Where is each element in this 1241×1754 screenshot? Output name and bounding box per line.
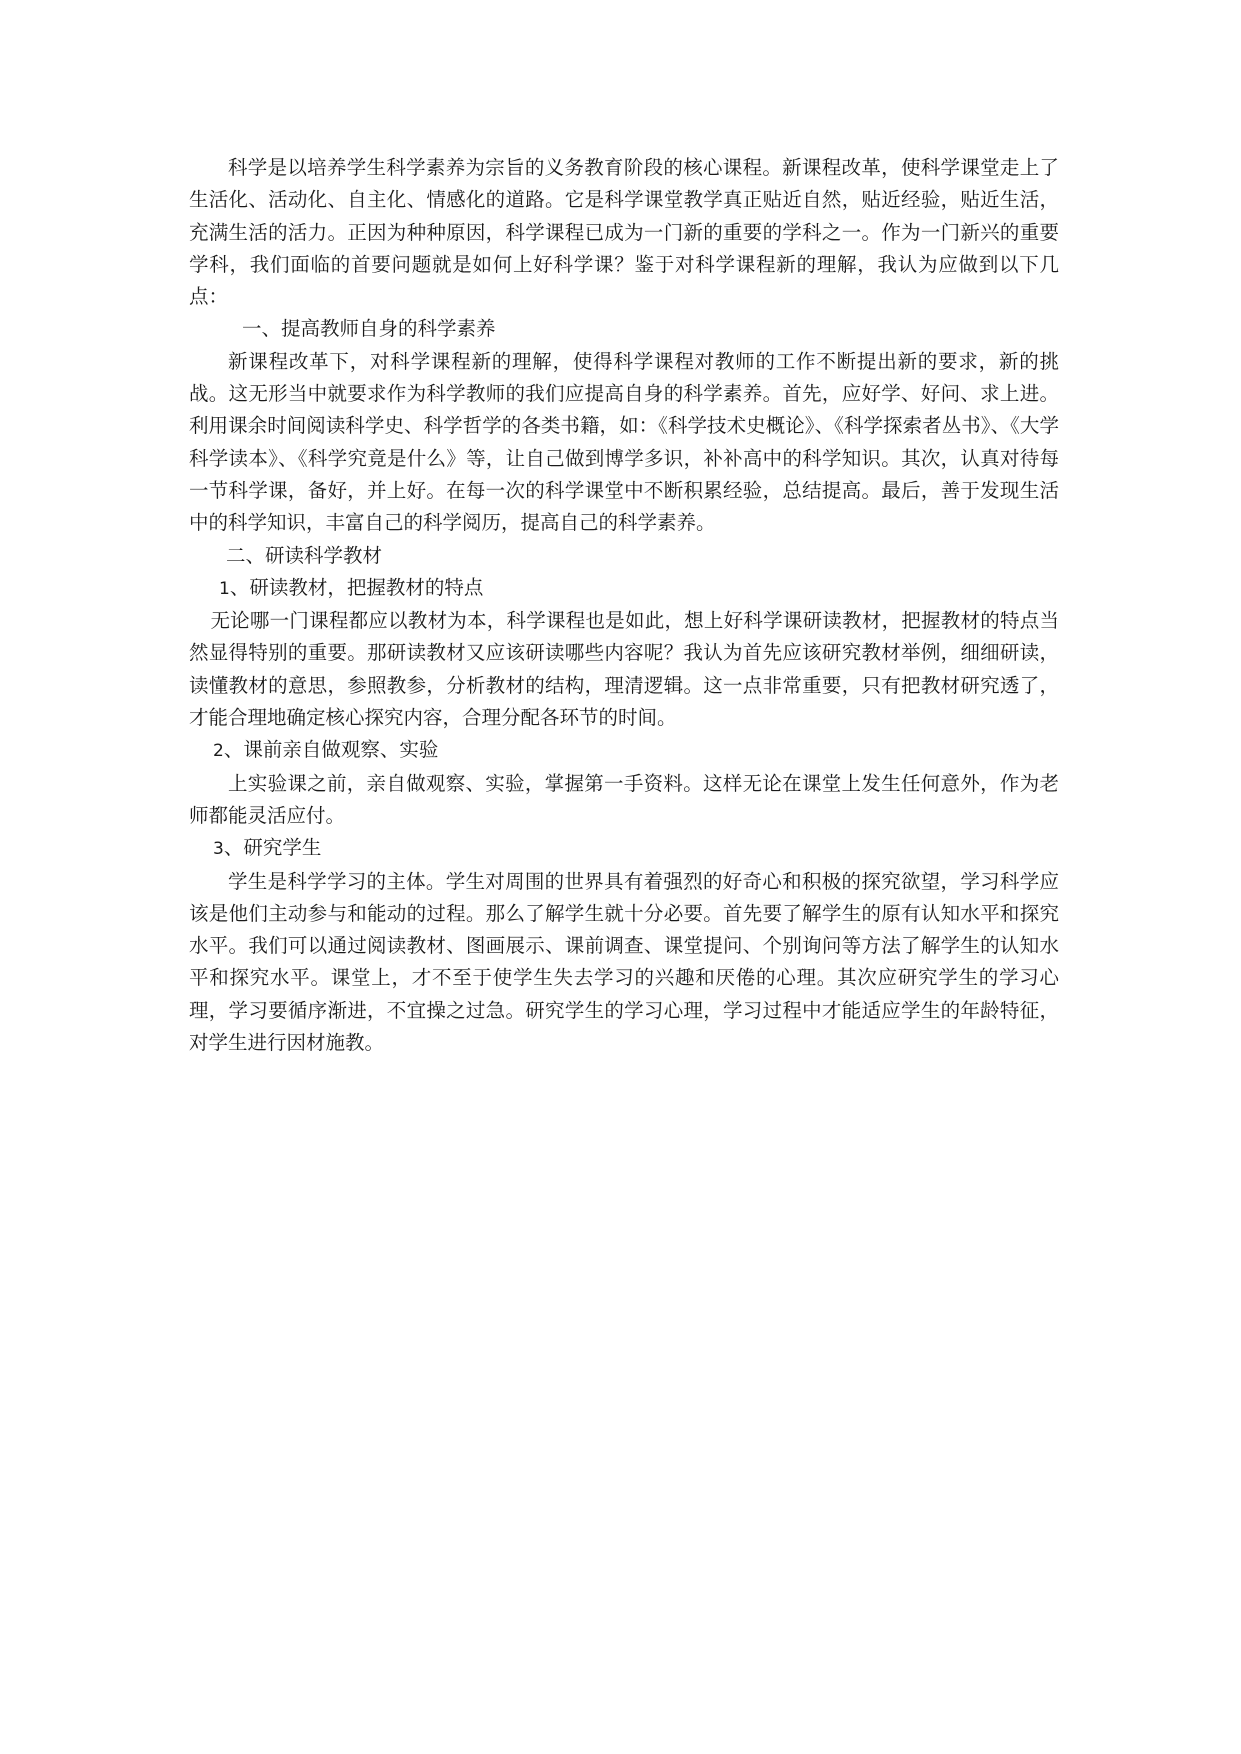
document-page (189, 152, 1059, 1059)
sub1-body: 无论哪一门课程都应以教材为本，科学课程也是如此，想上好科学课研读教材，把握教材的特点当然显得特别的重要。那研读教材又应该研读哪些内容呢？我认为首先应该研究教材举例，细细研读，读懂教材的意思，参照教参，分析教材的结构，理清逻辑。这一点非常重要，只有把教材研究透了，才能合理地确定核心探究内容，合理分配各环节的时间。 (189, 609, 1059, 730)
sub1-heading-text: 、研读教材，把握教材的特点 (229, 575, 484, 599)
section1-heading: 一、提高教师自身的科学素养 (242, 317, 496, 341)
sub3-body: 学生是科学学习的主体。学生对周围的世界具有着强烈的好奇心和积极的探究欲望，学习科学应该是他们主动参与和能动的过程。那么了解学生就十分必要。首先要了解学生的原有认知水平和探究水平。我们可以通过阅读教材、图画展示、课前调查、课堂提问、个别询问等方法了解学生的认知水平和探究水平。课堂上，才不至于使学生失去学习的兴趣和厌倦的心理。其次应研究学生的学习心理，学习要循序渐进，不宜操之过急。研究学生的学习心理，学习过程中才能适应学生的年龄特征，对学生进行因材施教。 (189, 869, 1059, 1055)
section1-body: 新课程改革下，对科学课程新的理解，使得科学课程对教师的工作不断提出新的要求，新的挑战。这无形当中就要求作为科学教师的我们应提高自身的科学素养。首先，应好学、好问、求上进。利用课余时间阅读科学史、科学哲学的各类书籍，如：《科学技术史概论》、《科学探索者丛书》、《大学科学读本》、《科学究竟是什么》等，让自己做到博学多识，补补高中的科学知识。其次，认真对待每一节科学课，备好，并上好。在每一次的科学课堂中不断积累经验，总结提高。最后，善于发现生活中的科学知识，丰富自己的科学阅历，提高自己的科学素养。 (189, 349, 1059, 535)
sub3-heading-text: 、研究学生 (223, 836, 322, 860)
sub2-number: 2 (213, 741, 224, 762)
section2-heading: 二、研读科学教材 (226, 543, 383, 567)
sub3-heading (189, 832, 1059, 865)
sub1-heading (189, 572, 1059, 605)
sub2-heading-text: 、课前亲自做观察、实验 (223, 738, 439, 762)
sub2-heading (189, 734, 1059, 767)
sub2-body: 上实验课之前，亲自做观察、实验，掌握第一手资料。这样无论在课堂上发生任何意外，作为老师都能灵活应付。 (189, 771, 1059, 827)
sub3-number: 3 (213, 839, 224, 860)
sub1-number: 1 (219, 578, 230, 599)
intro-paragraph: 科学是以培养学生科学素养为宗旨的义务教育阶段的核心课程。新课程改革，使科学课堂走上了生活化、活动化、自主化、情感化的道路。它是科学课堂教学真正贴近自然，贴近经验，贴近生活，充满生活的活力。正因为种种原因，科学课程已成为一门新的重要的学科之一。作为一门新兴的重要学科，我们面临的首要问题就是如何上好科学课？鉴于对科学课程新的理解，我认为应做到以下几点： (189, 156, 1059, 309)
